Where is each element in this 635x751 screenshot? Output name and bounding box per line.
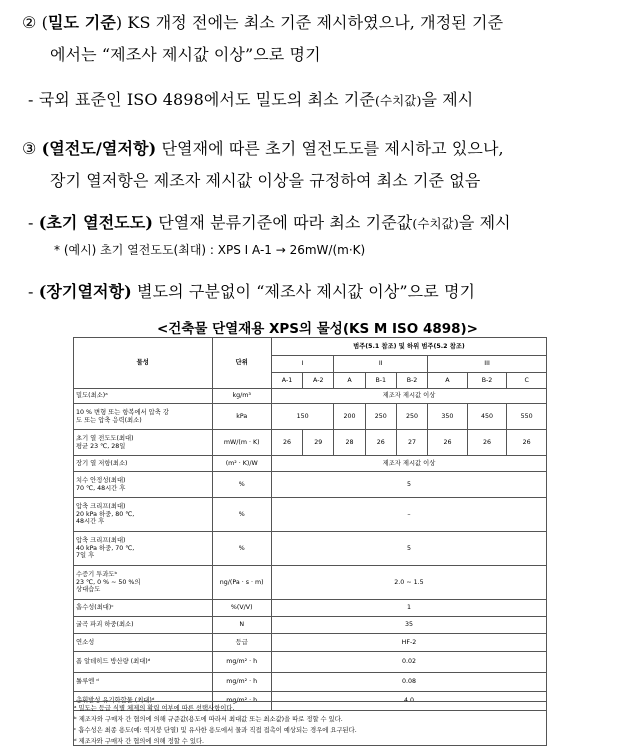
para-thermal-line2: 장기 열저항은 제조자 제시값 이상을 규정하여 최소 기준 없음 <box>50 171 481 190</box>
para-density: ② (밀도 기준) KS 개정 전에는 최소 기준 제시하였으나, 개정된 기준 <box>22 13 504 32</box>
footnote-a: ᵃ 밀도는 등급 식별 체제의 확립 여부에 따른 선택사항이다. <box>74 705 235 712</box>
footnote-d: ᵈ 제조자와 구매자 간 협의에 의해 정할 수 있다. <box>74 738 205 745</box>
table-row: 수증기 투과도ᵇ 23 ℃, 0 % ∼ 50 %의 상대습도 ng/(Pa · s · m) 2.0 ∼ 1.5 <box>74 566 547 600</box>
table-row: 굴곡 파괴 하중(최소) N 35 <box>74 617 547 634</box>
footnote-c: ᶜ 흡수성은 최종 용도(예: 역지붕 단열) 및 유사한 용도에서 물과 직접 접촉이 예상되는 경우에 요구된다. <box>74 727 357 734</box>
bullet-iso-density: - 국외 표준인 ISO 4898에서도 밀도의 최소 기준(수치값)을 제시 <box>28 90 474 109</box>
table-row: 흡수성(최대)ᶜ %(V/V) 1 <box>74 600 547 617</box>
group-II: II <box>334 356 428 373</box>
table-row: 톨루엔 ᵈ mg/m² · h 0.08 <box>74 673 547 692</box>
table-row: 압축 크리프(최대) 40 kPa 하중, 70 ℃, 7일 후 % 5 <box>74 532 547 566</box>
table-row: 연소성 등급 HF-2 <box>74 634 547 652</box>
para-heading: 밀도 기준 <box>47 13 116 32</box>
footnote-b: ᵇ 제조자와 구매자 간 협의에 의해 규준값(용도에 따라서 최대값 또는 최소값)을 따로 정할 수 있다. <box>74 716 343 723</box>
table-row: 초기 열 전도도(최대) 평균 23 ℃, 28일 mW/(m · K) 26 29 28 26 27 26 26 26 <box>74 430 547 456</box>
table-row: 총휘발성 유기화합물 (최대)ᵈ mg/m² · h 4.0 <box>74 692 547 711</box>
header-unit: 단위 <box>212 338 271 389</box>
item-number-3: ③ <box>22 139 37 158</box>
group-I: I <box>271 356 334 373</box>
header-category: 범주(5.1 참조) 및 하위 범주(5.2 참조) <box>271 338 546 356</box>
para-thermal: ③ (열전도/열저항) 단열재에 따른 초기 열전도도를 제시하고 있으나, <box>22 139 504 158</box>
header-property: 물성 <box>74 338 213 389</box>
table-row: 치수 안정성(최대) 70 ℃, 48시간 후 % 5 <box>74 472 547 498</box>
table-row: 압축 크리프(최대) 20 kPa 하중, 80 ℃, 48시간 후 % – <box>74 498 547 532</box>
para-heading: (열전도/열저항) <box>41 139 157 158</box>
table-row: 장기 열 저항(최소) (m² · K)/W 제조자 제시값 이상 <box>74 456 547 472</box>
item-number-2: ② <box>22 13 37 32</box>
table-row: 폼 알데히드 방산량 (최대)ᵈ mg/m² · h 0.02 <box>74 652 547 673</box>
example-note: * (예시) 초기 열전도도(최대) : XPS Ⅰ A-1 → 26mW/(m·K) <box>54 243 366 257</box>
xps-property-table: 물성 단위 범주(5.1 참조) 및 하위 범주(5.2 참조) I II III A-1 A-2 A B-1 B-2 A B-2 C 밀도(최소)ᵃ kg/m³ 제조자 제시값 이상 10 % 변형 또는 항복에서 압축 강 도 또는 압축 응력(최소) kPa 150 200 250 250 350 450 550 초기 열 전도도(최대) 평균 23 ℃, 28일 mW/(m · K) 26 29 28 26 27 26 26 26 장기 열 저항(최소) (m² · K)/W 제조자 제시값 이상 치수 안정성(최대) 70 ℃, 48시간 후 % 5 압축 크리프(최대) 20 kPa 하중, 80 ℃, 48시간 후 % – 압축 크리프(최대) 40 kPa 하중, 70 ℃, 7일 후 % 5 수증기 투과도ᵇ 23 ℃, 0 % ∼ 50 %의 상대습도 ng/(Pa · s · m) 2.0 ∼ 1.5 흡수성(최대)ᶜ %(V/V) 1 굴곡 파괴 하중(최소) N 35 연소성 등급 HF-2 폼 알데히드 방산량 (최대)ᵈ mg/m² · h 0.02 톨루엔 ᵈ mg/m² · h 0.08 총휘발성 유기화합물 (최대)ᵈ mg/m² · h 4.0 <box>73 337 547 711</box>
group-III: III <box>428 356 547 373</box>
bullet-initial-conductivity: - (초기 열전도도) 단열재 분류기준에 따라 최소 기준값(수치값)을 제시 <box>28 213 511 232</box>
table-row: 밀도(최소)ᵃ kg/m³ 제조자 제시값 이상 <box>74 389 547 404</box>
bullet-long-term-resistance: - (장기열저항) 별도의 구분없이 “제조사 제시값 이상”으로 명기 <box>28 282 476 301</box>
table-row: 10 % 변형 또는 항복에서 압축 강 도 또는 압축 응력(최소) kPa 150 200 250 250 350 450 550 <box>74 404 547 430</box>
para-density-line2: 에서는 “제조사 제시값 이상”으로 명기 <box>50 45 321 64</box>
table-title: <건축물 단열재용 XPS의 물성(KS M ISO 4898)> <box>156 321 478 337</box>
